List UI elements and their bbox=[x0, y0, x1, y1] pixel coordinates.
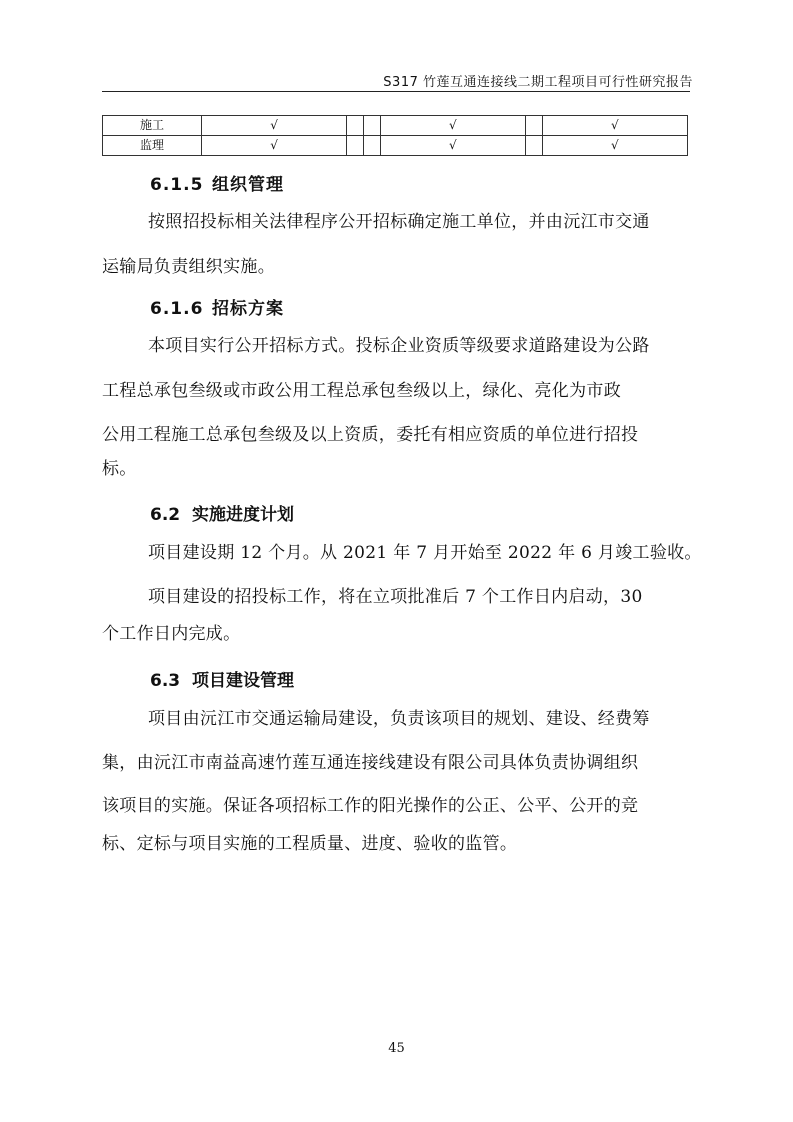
table-cell: √ bbox=[202, 116, 347, 136]
page-number: 45 bbox=[388, 1041, 405, 1056]
section-number: 6.2 bbox=[150, 505, 181, 525]
section-heading-6-1-6 bbox=[150, 294, 284, 319]
paragraph-line: 项目由沅江市交通运输局建设，负责该项目的规划、建设、经费筹 bbox=[148, 709, 650, 729]
paragraph-line: 标、定标与项目实施的工程质量、进度、验收的监管。 bbox=[102, 834, 518, 854]
section-title: 实施进度计划 bbox=[192, 505, 294, 525]
table-cell: √ bbox=[542, 116, 687, 136]
section-heading-6-1-5 bbox=[150, 170, 284, 195]
table-cell: √ bbox=[202, 136, 347, 156]
table-cell bbox=[363, 116, 380, 136]
paragraph-line: 项目建设期 12 个月。从 2021 年 7 月开始至 2022 年 6 月竣工验收。 bbox=[148, 543, 702, 563]
section-title: 项目建设管理 bbox=[192, 671, 294, 691]
paragraph-line: 工程总承包叁级或市政公用工程总承包叁级以上，绿化、亮化为市政 bbox=[102, 381, 621, 401]
section-title: 招标方案 bbox=[212, 299, 284, 319]
table-cell: √ bbox=[542, 136, 687, 156]
paragraph-line: 该项目的实施。保证各项招标工作的阳光操作的公正、公平、公开的竞 bbox=[102, 796, 639, 816]
section-heading-6-2 bbox=[150, 500, 294, 525]
table-cell bbox=[363, 136, 380, 156]
table-cell: √ bbox=[380, 136, 525, 156]
section-number: 6.1.6 bbox=[150, 299, 204, 319]
paragraph-line: 公用工程施工总承包叁级及以上资质，委托有相应资质的单位进行招投 bbox=[102, 425, 639, 445]
row-label: 施工 bbox=[103, 116, 202, 136]
table-cell bbox=[347, 116, 364, 136]
paragraph-line: 本项目实行公开招标方式。投标企业资质等级要求道路建设为公路 bbox=[148, 336, 650, 356]
paragraph-line: 项目建设的招投标工作，将在立项批准后 7 个工作日内启动，30 bbox=[148, 587, 643, 607]
page-header-title: S317 竹莲互通连接线二期工程项目可行性研究报告 bbox=[383, 75, 693, 90]
paragraph-line: 个工作日内完成。 bbox=[102, 624, 241, 644]
row-label: 监理 bbox=[103, 136, 202, 156]
section-title: 组织管理 bbox=[212, 175, 284, 195]
responsibility-table bbox=[102, 115, 688, 156]
table-cell: √ bbox=[380, 116, 525, 136]
table-row bbox=[103, 116, 688, 136]
paragraph-line: 集，由沅江市南益高速竹莲互通连接线建设有限公司具体负责协调组织 bbox=[102, 753, 639, 773]
table-cell bbox=[525, 116, 542, 136]
table-row bbox=[103, 136, 688, 156]
paragraph-line: 按照招投标相关法律程序公开招标确定施工单位，并由沅江市交通 bbox=[148, 212, 650, 232]
paragraph-line: 运输局负责组织实施。 bbox=[102, 257, 275, 277]
paragraph-line: 标。 bbox=[102, 459, 137, 479]
section-heading-6-3 bbox=[150, 666, 294, 691]
table-cell bbox=[525, 136, 542, 156]
header-rule bbox=[102, 91, 690, 92]
table-cell bbox=[347, 136, 364, 156]
section-number: 6.3 bbox=[150, 671, 181, 691]
section-number: 6.1.5 bbox=[150, 175, 204, 195]
